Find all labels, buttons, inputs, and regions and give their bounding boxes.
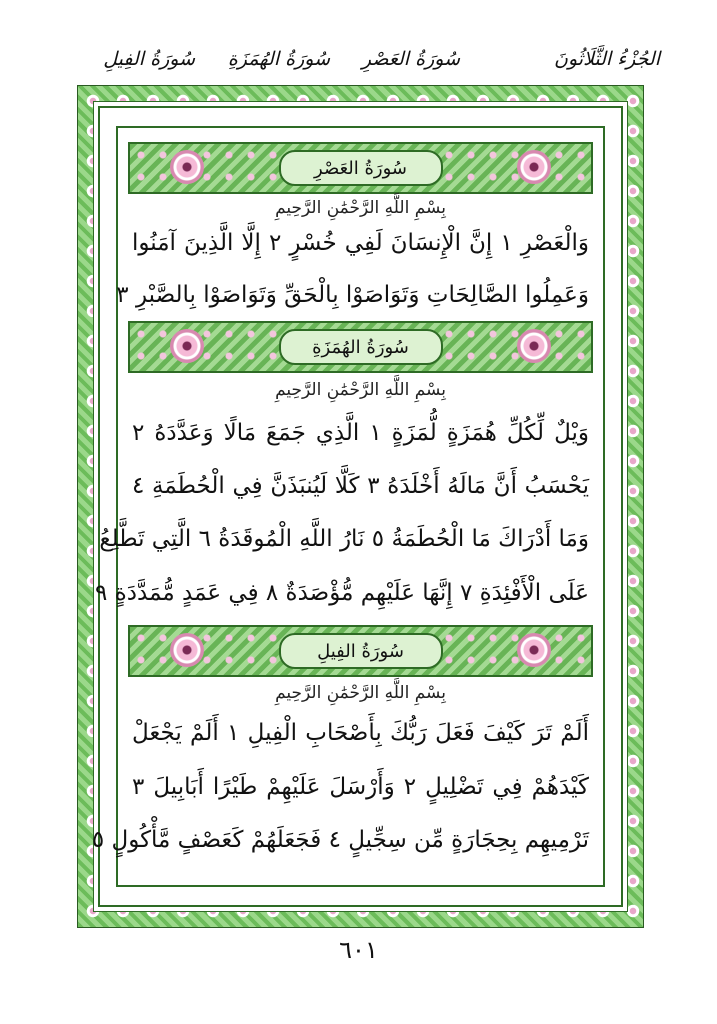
rose-ornament-icon [170, 633, 204, 667]
rose-ornament-icon [517, 633, 551, 667]
juz-label: الجُزْءُ الثَّلَاثُونَ [554, 48, 660, 70]
header-surah-humaza: سُورَةُ الهُمَزَةِ [227, 48, 330, 70]
ayah-line: وَيْلٌ لِّكُلِّ هُمَزَةٍ لُّمَزَةٍ ١ الَّذِي جَمَعَ مَالًا وَعَدَّدَهُ ٢ [132, 420, 589, 446]
ornamental-border [77, 85, 644, 928]
ayah-line: وَالْعَصْرِ ١ إِنَّ الْإِنسَانَ لَفِي خُسْرٍ ٢ إِلَّا الَّذِينَ آمَنُوا [132, 230, 589, 256]
ayah-line: كَيْدَهُمْ فِي تَضْلِيلٍ ٢ وَأَرْسَلَ عَلَيْهِمْ طَيْرًا أَبَابِيلَ ٣ [132, 774, 589, 800]
ayah-line: أَلَمْ تَرَ كَيْفَ فَعَلَ رَبُّكَ بِأَصْحَابِ الْفِيلِ ١ أَلَمْ يَجْعَلْ [132, 720, 589, 746]
rose-ornament-icon [517, 329, 551, 363]
rose-ornament-icon [170, 329, 204, 363]
ayah-line: عَلَى الْأَفْئِدَةِ ٧ إِنَّهَا عَلَيْهِم مُّؤْصَدَةٌ ٨ فِي عَمَدٍ مُّمَدَّدَةٍ ٩ [95, 580, 589, 606]
text-area [91, 126, 605, 887]
basmala: بِسْمِ اللَّهِ الرَّحْمَٰنِ الرَّحِيمِ [275, 683, 446, 703]
rose-ornament-icon [170, 150, 204, 184]
surah-title-asr: سُورَةُ العَصْرِ [279, 150, 443, 186]
ayah-line: وَمَا أَدْرَاكَ مَا الْحُطَمَةُ ٥ نَارُ اللَّهِ الْمُوقَدَةُ ٦ الَّتِي تَطَّلِعُ [99, 526, 589, 552]
surah-title-humaza: سُورَةُ الهُمَزَةِ [279, 329, 443, 365]
ayah-line: وَعَمِلُوا الصَّالِحَاتِ وَتَوَاصَوْا بِالْحَقِّ وَتَوَاصَوْا بِالصَّبْرِ ٣ [116, 282, 589, 308]
ayah-line: يَحْسَبُ أَنَّ مَالَهُ أَخْلَدَهُ ٣ كَلَّا لَيُنبَذَنَّ فِي الْحُطَمَةِ ٤ [132, 473, 589, 499]
page-header [60, 48, 660, 88]
basmala: بِسْمِ اللَّهِ الرَّحْمَٰنِ الرَّحِيمِ [275, 380, 446, 400]
surah-banner-fil [128, 625, 593, 677]
header-surah-asr: سُورَةُ العَصْرِ [361, 48, 460, 70]
basmala: بِسْمِ اللَّهِ الرَّحْمَٰنِ الرَّحِيمِ [275, 198, 446, 218]
page-frame [91, 106, 623, 907]
surah-banner-humaza [128, 321, 593, 373]
surah-banner-asr [128, 142, 593, 194]
header-surah-fil: سُورَةُ الفِيلِ [103, 48, 195, 70]
ayah-line: تَرْمِيهِم بِحِجَارَةٍ مِّن سِجِّيلٍ ٤ فَجَعَلَهُمْ كَعَصْفٍ مَّأْكُولٍ ٥ [91, 827, 589, 853]
rose-ornament-icon [517, 150, 551, 184]
page-number: ٦٠١ [339, 936, 378, 964]
surah-title-fil: سُورَةُ الفِيلِ [279, 633, 443, 669]
